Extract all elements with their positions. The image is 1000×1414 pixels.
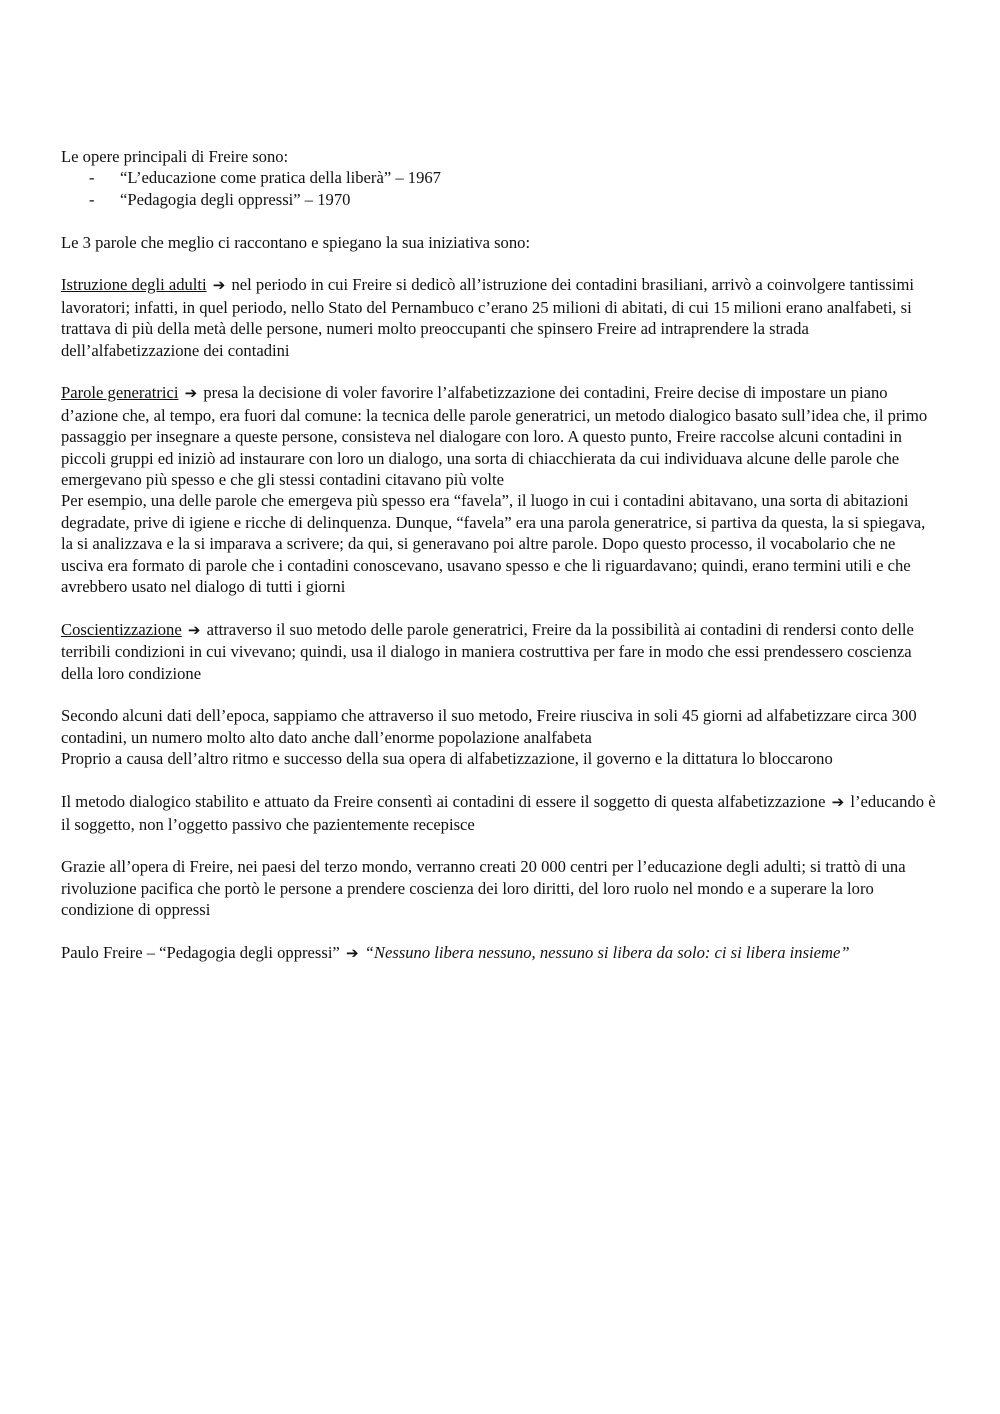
parole-paragraph	[61, 382, 941, 490]
coscientizzazione-paragraph	[61, 619, 941, 684]
words-intro-paragraph: Le 3 parole che meglio ci raccontano e spiegano la sua iniziativa sono:	[61, 232, 531, 252]
arrow-right-icon: ➔	[212, 276, 226, 295]
metodo-text: Il metodo dialogico stabilito e attuato da Freire consentì ai contadini di essere il soggetto di questa alfabetizzazione	[61, 792, 830, 812]
istruzione-text: nel periodo in cui Freire si dedicò all’istruzione dei contadini brasiliani, arrivò a coinvolgere tantissimi lavoratori; infatti, in quel periodo, nello Stato del Pernambuco c’erano 25 milioni di abitati, di cui 15 milioni erano analfabeti, si trattava di più della metà delle persone, numeri molto preoccupanti che spinsero Freire ad intraprendere la strada dell’alfabetizzazione dei contadini	[61, 275, 914, 360]
coscientizzazione-text: attraverso il suo metodo delle parole generatrici, Freire da la possibilità ai contadini di rendersi conto delle terribili condizioni in cui vivevano; quindi, usa il dialogo in maniera costruttiva per fare in modo che essi prendessero coscienza della loro condizione	[61, 619, 914, 683]
parole-text: presa la decisione di voler favorire l’alfabetizzazione dei contadini, Freire decise di impostare un piano d’azione che, al tempo, era fuori dal comune: la tecnica delle parole generatrici, un metodo dialogico basato sull’idea che, il primo passaggio per insegnare a queste persone, consisteva nel dialogare con loro. A questo punto, Freire raccolse alcuni contadini in piccoli gruppi ed iniziò ad instaurare con loro un dialogo, una sorta di chiacchierata da cui individuava alcune delle parole che emergevano più spesso e che gli stessi contadini citavano più volte	[61, 383, 928, 490]
arrow-right-icon: ➔	[184, 384, 198, 403]
istruzione-paragraph	[61, 274, 941, 361]
works-list	[61, 167, 941, 210]
arrow-right-icon: ➔	[345, 943, 359, 962]
metodo-paragraph	[61, 791, 941, 835]
list-item	[61, 167, 941, 188]
list-item	[61, 189, 941, 210]
grazie-paragraph: Grazie all’opera di Freire, nei paesi del terzo mondo, verranno creati 20 000 centri per l’educazione degli adulti; si trattò di una rivoluzione pacifica che portò le persone a prendere coscienza dei loro diritti, del loro ruolo nel mondo e a superare la loro condizione di oppressi	[61, 857, 906, 920]
term-istruzione-adulti: Istruzione degli adulti	[61, 275, 207, 295]
citazione-paragraph	[61, 942, 941, 964]
arrow-right-icon: ➔	[831, 793, 845, 812]
parole-example-paragraph: Per esempio, una delle parole che emergeva più spesso era “favela”, il luogo in cui i contadini abitavano, una sorta di abitazioni degradate, prive di igiene e ricche di delinquenza. Dunque, “favela” era una parola generatrice, si partiva da questa, la si spiegava, la si analizzava e la si imparava a scrivere; da qui, si generavano poi altre parole. Dopo questo processo, il vocabolario che ne usciva era formato di parole che i contadini conoscevano, usavano spesso e che li riguardavano; quindi, erano termini utili e che avrebbero usato nel dialogo di tutti i giorni	[61, 491, 926, 597]
list-bullet: -	[89, 189, 95, 209]
document-page	[61, 146, 941, 964]
metodo-after-text: l’educando è il soggetto, non l’oggetto passivo che pazientemente recepisce	[61, 792, 936, 834]
citazione-quote: “Nessuno libera nessuno, nessuno si libera da solo: ci si libera insieme”	[360, 942, 850, 962]
term-parole-generatrici: Parole generatrici	[61, 383, 179, 403]
work-title: “L’educazione come pratica della liberà” – 1967	[120, 168, 441, 188]
intro-paragraph: Le opere principali di Freire sono:	[61, 147, 289, 166]
arrow-right-icon: ➔	[187, 620, 201, 639]
dati-paragraph: Secondo alcuni dati dell’epoca, sappiamo che attraverso il suo metodo, Freire riusciva in soli 45 giorni ad alfabetizzare circa 300 contadini, un numero molto alto dato anche dall’enorme popolazione analfabeta	[61, 706, 917, 747]
work-title: “Pedagogia degli oppressi” – 1970	[120, 189, 351, 209]
term-coscientizzazione: Coscientizzazione	[61, 619, 182, 639]
list-bullet: -	[89, 168, 95, 188]
citazione-source: Paulo Freire – “Pedagogia degli oppressi”	[61, 942, 344, 962]
dati-blocco-paragraph: Proprio a causa dell’altro ritmo e successo della sua opera di alfabetizzazione, il governo e la dittatura lo bloccarono	[61, 749, 833, 769]
